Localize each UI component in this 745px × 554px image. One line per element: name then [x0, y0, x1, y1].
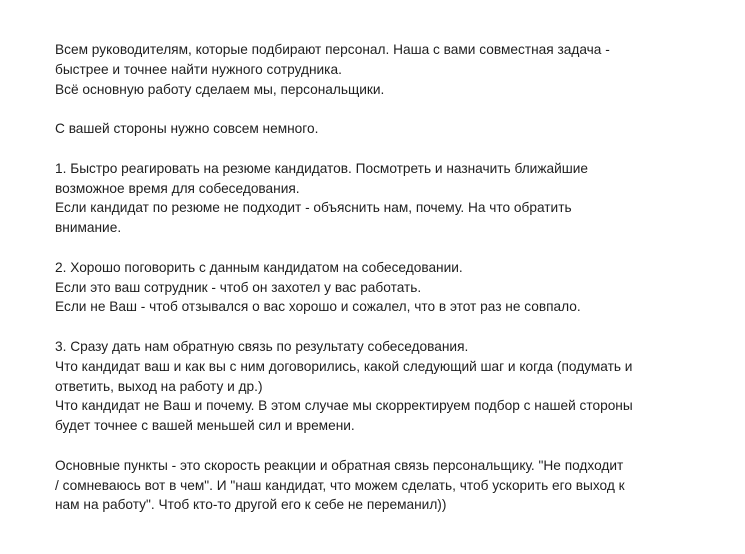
- intro-paragraph: [55, 40, 705, 99]
- text-line: Что кандидат не Ваш и почему. В этом случае мы скорректируем подбор с нашей стороны: [55, 398, 633, 414]
- text-line: Что кандидат ваш и как вы с ним договорились, какой следующий шаг и когда (подумать и: [55, 358, 633, 374]
- point-2-paragraph: [55, 258, 705, 317]
- paragraph-gap: [55, 99, 705, 119]
- paragraph-gap: [55, 139, 705, 159]
- text-line: ответить, выход на работу и др.): [55, 378, 263, 394]
- paragraph-gap: [55, 436, 705, 456]
- text-line: Если это ваш сотрудник - чтоб он захотел у вас работать.: [55, 279, 422, 295]
- paragraph-gap: [55, 317, 705, 337]
- text-line: Основные пункты - это скорость реакции и обратная связь персональщику. "Не подходит: [55, 457, 624, 473]
- text-line: / сомневаюсь вот в чем". И "наш кандидат, что можем сделать, чтоб ускорить его выход к: [55, 477, 625, 493]
- text-line: Всё основную работу сделаем мы, персональщики.: [55, 81, 385, 97]
- text-line: внимание.: [55, 220, 122, 236]
- text-line: 3. Сразу дать нам обратную связь по результату собеседования.: [55, 338, 469, 354]
- summary-paragraph: [55, 456, 705, 515]
- lead-paragraph: [55, 119, 705, 139]
- text-line: быстрее и точнее найти нужного сотрудника.: [55, 61, 342, 77]
- point-1-paragraph: [55, 159, 705, 238]
- text-line: С вашей стороны нужно совсем немного.: [55, 121, 319, 137]
- text-line: возможное время для собеседования.: [55, 180, 300, 196]
- text-line: 1. Быстро реагировать на резюме кандидатов. Посмотреть и назначить ближайшие: [55, 160, 588, 176]
- document-body: [55, 40, 705, 515]
- text-line: нам на работу". Чтоб кто-то другой его к себе не переманил)): [55, 497, 447, 513]
- point-3-paragraph: [55, 337, 705, 436]
- text-line: 2. Хорошо поговорить с данным кандидатом на собеседовании.: [55, 259, 463, 275]
- text-line: Всем руководителям, которые подбирают персонал. Наша с вами совместная задача -: [55, 42, 610, 57]
- paragraph-gap: [55, 238, 705, 258]
- text-line: будет точнее с вашей меньшей сил и времени.: [55, 418, 355, 434]
- text-line: Если кандидат по резюме не подходит - объяснить нам, почему. На что обратить: [55, 200, 572, 216]
- text-line: Если не Ваш - чтоб отзывался о вас хорошо и сожалел, что в этот раз не совпало.: [55, 299, 581, 315]
